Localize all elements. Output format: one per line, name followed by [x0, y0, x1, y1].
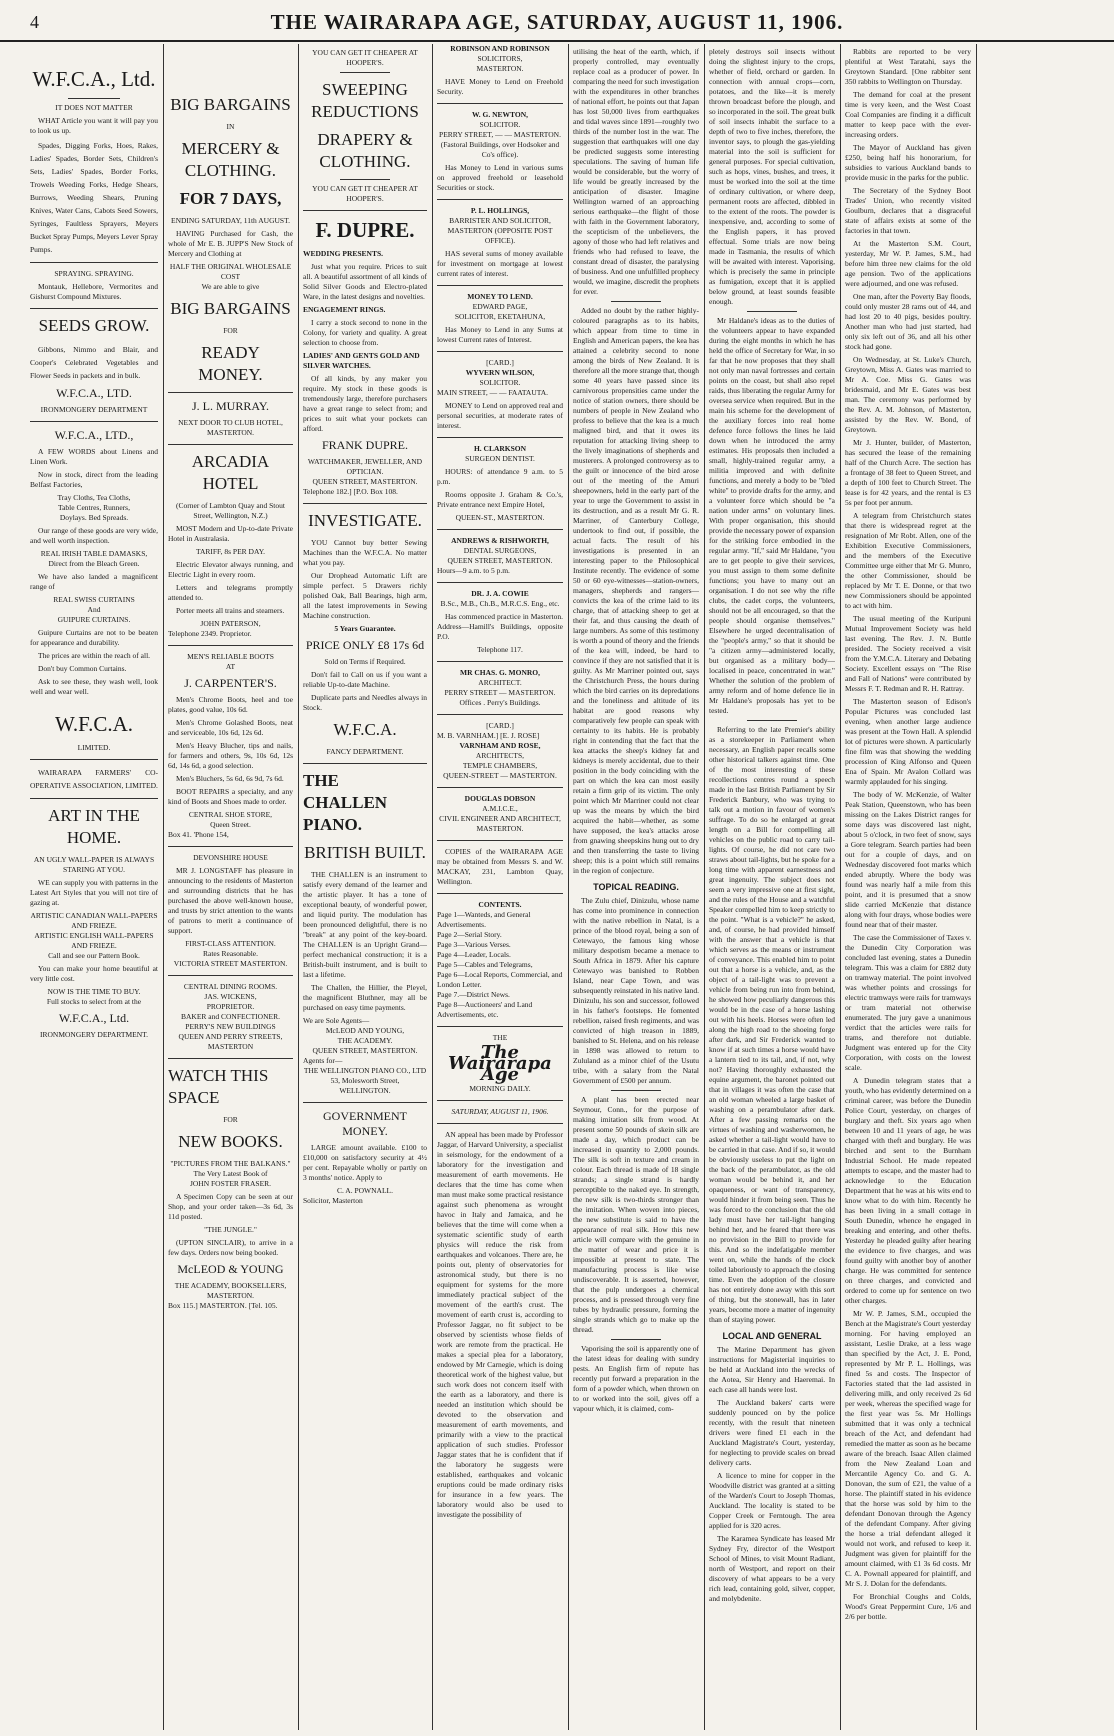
ad-line: JAS. WICKENS,: [204, 992, 257, 1001]
ad-line: JOHN FOSTER FRASER.: [189, 1179, 272, 1188]
ad-heading: DRAPERY & CLOTHING.: [317, 130, 413, 171]
ad-line: VICTORIA STREET MASTERTON.: [173, 959, 288, 968]
ad-heading: GOVERNMENT MONEY.: [323, 1109, 407, 1138]
ad-line: JOHN PATERSON,: [200, 619, 261, 628]
ad-line: WELLINGTON.: [339, 1086, 391, 1095]
ad-text: MONEY to Lend on approved real and personal securities, at moderate rates of interest.: [437, 401, 563, 430]
ad-line: MAIN STREET, — — FAATAUTA.: [437, 388, 549, 397]
ad-line: DEVONSHIRE HOUSE: [193, 853, 268, 862]
ad-line: ENGAGEMENT RINGS.: [303, 305, 386, 314]
ad-line: LADIES' AND GENTS GOLD AND SILVER WATCHES.: [303, 351, 420, 370]
ad-heading: DR. J. A. COWIE: [471, 589, 529, 598]
masthead: [0, 0, 1114, 42]
ad-line: B.Sc., M.B., Ch.B., M.R.C.S. Eng., etc.: [440, 599, 560, 608]
ad-line: GUIPURE CURTAINS.: [57, 615, 131, 624]
article-text: The case the Commissioner of Taxes v. the Dunedin City Corporation was concluded last evening, states a Dunedin telegram. This was a claim for £882 duty on tramway material. The point involved was whether points and crossings for electric tramways were rails for tramways or tram material not otherwise enumerated. The jury gave a unanimous verdict that the articles were rails for trams, and therefore not dutiable. Judgment was entered up for the City Corporation, with costs on the lowest scale.: [845, 933, 971, 1072]
ad-line: The Very Latest Book of: [193, 1169, 268, 1178]
article-text: The Marine Department has given instructions for Magisterial inquiries to be held at Auckland into the wrecks of the Aotea, Sir Henry and Haeremai. In each case all hands were lost.: [709, 1345, 835, 1394]
ad-line: EDWARD PAGE,: [472, 302, 528, 311]
ad-line: CENTRAL SHOE STORE,: [188, 810, 273, 819]
ad-heading: ARCADIA HOTEL: [191, 452, 270, 493]
ad-heading: FRANK DUPRE.: [321, 438, 408, 452]
ad-heading: McLEOD & YOUNG: [177, 1262, 284, 1276]
ad-text: Men's Bluchers, 5s 6d, 6s 9d, 7s 6d.: [176, 774, 284, 783]
ad-line: SOLICITORS,: [477, 54, 523, 63]
article-text: One man, after the Poverty Bay floods, could only muster 28 rams out of 44, and had lost 20 to 40 pigs, besides poultry. Another man who had just started, had only six left out of 36, and all his other stock had gone.: [845, 292, 971, 351]
ad-text: Our range of these goods are very wide, and well worth inspection.: [30, 526, 158, 545]
ad-text: BOOT REPAIRS a specialty, and any kind of Boots and Shoes made to order.: [168, 787, 293, 806]
article-text: The demand for coal at the present time is very keen, and the West Coast Coal Companies are finding it a difficult matter to keep pace with the ever-increasing orders.: [845, 90, 971, 139]
ad-line: PERRY STREET — MASTERTON.: [444, 688, 556, 697]
ad-heading: NEW BOOKS.: [178, 1132, 283, 1151]
ad-heading: W. G. NEWTON,: [471, 110, 529, 119]
contents-item: Page 1—Wanteds, and General Advertisements.: [437, 910, 531, 929]
contents-item: Page 7.—District News.: [437, 990, 510, 999]
ad-line: Rates Reasonable.: [203, 949, 258, 958]
ad-line: SURGEON DENTIST.: [465, 454, 535, 463]
ad-line: Sold on Terms if Required.: [324, 657, 406, 666]
ad-text: A FEW WORDS about Linens and Linen Work.: [30, 447, 158, 466]
ad-line: ARCHITECTS,: [475, 751, 525, 760]
ad-line: We are able to give: [201, 282, 260, 291]
ad-text: Spades, Digging Forks, Hoes, Rakes, Ladies' Spades, Border Sets, Children's Sets, Ladies' Spades, Border Forks, Trowels Weeding Forks, Hedge Shears, Burrows, Weeding Shears, Pruning Knives, Water Cans, Cabots Seed Sowers, Syringes, Faultless Sprayers, Meyers Bucket Spray Pumps, Meyers Lever Spray Pumps.: [30, 141, 158, 254]
ad-line: M. B. VARNHAM.] [E. J. ROSE]: [437, 731, 540, 740]
column-rule: [568, 44, 569, 1730]
contents-item: Page 5—Cables and Telegrams,: [437, 960, 533, 969]
ad-text: The Challen, the Hillier, the Pleyel, the magnificent Bluthner, may all be purchased on easy time payments.: [303, 983, 427, 1012]
column-1-ads: [30, 44, 158, 1730]
ad-heading: MR CHAS. G. MONRO,: [460, 668, 540, 677]
wfca-heading: W.F.C.A., Ltd.: [32, 67, 156, 91]
ad-line: THE WELLINGTON PIANO CO., LTD: [303, 1066, 427, 1075]
ad-text: HAS several sums of money available for investment on mortgage at lowest current rates of interest.: [437, 249, 563, 278]
ad-text: HAVING Purchased for Cash, the whole of Mr E. B. JUPP'S New Stock of Mercery and Clothing at: [168, 229, 293, 258]
ad-line: ARTISTIC ENGLISH WALL-PAPERS AND FRIEZE.: [34, 931, 154, 950]
ad-text: Has commenced practice in Masterton. Address—Hamill's Buildings, opposite P.O.: [437, 612, 563, 641]
ad-line: FANCY DEPARTMENT.: [326, 747, 404, 756]
ad-line: SOLICITOR.: [479, 378, 521, 387]
ad-line: TEMPLE CHAMBERS,: [462, 761, 538, 770]
editorial-masthead: The Wairarapa Age: [448, 1042, 552, 1085]
ad-line: MASTERTON.: [476, 824, 524, 833]
ad-line: Table Centres, Runners,: [58, 503, 130, 512]
ad-line: "THE JUNGLE.": [204, 1225, 257, 1234]
ad-line: NOW IS THE TIME TO BUY.: [47, 987, 141, 996]
ad-line: YOU CAN GET IT CHEAPER AT HOOPER'S.: [312, 48, 418, 67]
ad-heading: W.F.C.A., LTD.: [56, 386, 132, 400]
article-text: The Mayor of Auckland has given £250, being half his honorarium, for subsidies to various Auckland bands to provide music in the parks for the public.: [845, 143, 971, 182]
ad-text: Men's Chrome Golashed Boots, neat and serviceable, 10s 6d, 12s 6d.: [168, 718, 293, 737]
ad-line: PERRY'S NEW BUILDINGS: [185, 1022, 276, 1031]
ad-text: WE can supply you with patterns in the Latest Art Styles that you will not tire of gazing at.: [30, 878, 158, 907]
column-7: [845, 44, 971, 1730]
article-text: The body of W. McKenzie, of Walter Peak Station, Queenstown, who has been missing on the Lakes District ranges for some days was discovered last night, about 5 o'clock, in two feet of snow, says a Gore telegram. Search parties had been out for a couple of days, and on Wednesday discovered foot marks which ended abruptly. Where the body was found was nearly half a mile from this point, and it is presumed that a snow slide carried McKenzie that distance along with four drays, whose bodies were found near that of their master.: [845, 790, 971, 929]
ad-text: Guipure Curtains are not to be beaten for appearance and durability.: [30, 628, 158, 647]
ad-line: Direct from the Bleach Green.: [48, 559, 140, 568]
ad-heading: WYVERN WILSON,: [465, 368, 535, 377]
ad-line: MORNING DAILY.: [469, 1084, 531, 1093]
ad-line: Box 115.] MASTERTON. [Tel. 105.: [168, 1301, 278, 1310]
article-text: On Wednesday, at St. Luke's Church, Greytown, Miss A. Gates was married to Mr A. Coe. Miss G. Gates was bridesmaid, and Mr E. Gates was best man. The ceremony was performed by the Rev. A. M. Johnson, of Masterton, assisted by the Rev. W. Bond, of Greytown.: [845, 355, 971, 434]
ad-heading: ROBINSON AND ROBINSON: [450, 44, 550, 53]
contents-heading: CONTENTS.: [478, 900, 522, 909]
ad-text: MOST Modern and Up-to-date Private Hotel in Australasia.: [168, 524, 293, 543]
dateline: SATURDAY, AUGUST 11, 1906.: [451, 1107, 549, 1116]
ad-line: QUEEN-STREET — MASTERTON.: [443, 771, 557, 780]
ad-line: QUEEN STREET, MASTERTON.: [312, 477, 418, 486]
ad-text: We have also landed a magnificent range of: [30, 572, 158, 591]
ad-line: We are Sole Agents—: [303, 1016, 370, 1025]
ad-line: ENDING SATURDAY, 11th AUGUST.: [171, 216, 290, 225]
article-text: Mr Haldane's ideas as to the duties of the volunteers appear to have expanded during the eight months in which he has held the office of Secretary for War, in so far that he now proposes that they shall not only man naval fortresses and certain points on the coast, but shall also repel raids, thus liberating the regular Army for oversea service when required. But in the main his scheme for the development of the auxiliary forces into real home defence force follows the lines he laid down when he introduced the army estimates. His proposals then included a small, highly-trained regular army, a militia improved and with definite functions, and merely a body to be "bled white" to provide drafts for the army, and a volunteer force which should be "a nation under arms" on voluntary lines. With proper organisation, this should provide the necessary power of expansion for the striking force embodied in the regular army. "If," said Mr Haldane, "you are to get people to give their services, you must assign to them some definite functions; you have to many out an organisation. I do not see why the rifle clubs, the cadet corps, the volunteers, should not be all encouraged, so that the people should organise themselves." Elsewhere he urged decentralisation of the "people's army," so that it should be "a citizen army—administered locally, but organised as a military body—localised in peace, concentrated in war." Whether the solution of the problem of army reform and of home defence lie in Mr Haldane's proposals has yet to be tested.: [709, 316, 835, 715]
ad-line: Solicitor, Masterton: [303, 1196, 363, 1205]
column-rule: [840, 44, 841, 1730]
ad-line: Telephone 182.] [P.O. Box 108.: [303, 487, 398, 496]
ad-text: WHAT Article you want it will pay you to look us up.: [30, 116, 158, 135]
ad-line: Agents for—: [303, 1056, 343, 1065]
ad-text: HOURS: of attendance 9 a.m. to 5 p.m.: [437, 467, 563, 486]
ad-heading: INVESTIGATE.: [308, 511, 422, 530]
ad-line: CENTRAL DINING ROOMS.: [183, 982, 278, 991]
article-text: The Karamea Syndicate has leased Mr Sydney Fry, director of the Westport School of Mines, to visit Mount Radiant, north of Westport, and report on their discovery of what appears to be a very rich lead, containing gold, silver, copper, and molybdenite.: [709, 1534, 835, 1603]
ad-line: ARCHITECT.: [478, 678, 522, 687]
ad-line: THE ACADEMY, BOOKSELLERS, MASTERTON.: [174, 1281, 287, 1300]
ad-line: Full stocks to select from at the: [46, 997, 142, 1006]
ad-line: SPRAYING. SPRAYING.: [54, 269, 134, 278]
ad-price: PRICE ONLY £8 17s 6d: [305, 638, 425, 652]
article-text: At the Masterton S.M. Court, yesterday, Mr W. P. James, S.M., had before him three new claims for the old age pension. Two of the applications were adjourned, and one was refused.: [845, 239, 971, 288]
ad-text: I carry a stock second to none in the Colony, for variety and quality. A great selection to choose from.: [303, 318, 427, 347]
article-text: The Masterton season of Edison's Popular Pictures was concluded last evening, when another large audience was present at the Town Hall. A splendid lot of pictures were shown. A particularly fine film was that showing the wedding procession of King Alfonso and Queen Ena of Spain. Mr Avalon Collard was warmly applauded for his singing.: [845, 697, 971, 786]
article-text: Rabbits are reported to be very plentiful at West Taratahi, says the Greytown Standard. [One rabbiter sent 350 rabbits to Wellington on Thursday.: [845, 47, 971, 86]
ad-heading: J. CARPENTER'S.: [184, 676, 277, 690]
contents-item: Page 2—Serial Story.: [437, 930, 502, 939]
ad-text: Our Drophead Automatic Lift are simple perfect. 5 Drawers richly polished Oak, Ball Bearings, high arm, all the latest improvements in Sewing Machine construction.: [303, 571, 427, 620]
ad-line: [CARD.]: [486, 721, 514, 730]
ad-line: "PICTURES FROM THE BALKANS.": [170, 1159, 291, 1168]
article-text: The Zulu chief, Dinizulu, whose name has come into prominence in connection with the native rebellion in Natal, is a prince of the blood royal, being a son of Cetewayo, the famous king whose military despotism became a menace to South Africa in 1879. After his capture Cetewayo was banished to Robben Island, near Cape Town, and was subsequently reinstated in his native land. Dinizulu, his son and successor, followed in his father's footsteps. He fomented rebellion, raised fresh regiments, and was convicted of high treason in 1889, banished to St. Helena, and on his release in 1898 was allowed to return to Zululand as a minor chief of the Usutu tribe, with a salary from the Natal Government of £500 per annum.: [573, 896, 699, 1085]
ad-line: Tray Cloths, Tea Cloths,: [57, 493, 131, 502]
ad-heading: BRITISH BUILT.: [304, 843, 426, 862]
ad-heading: H. CLARKSON: [473, 444, 527, 453]
ad-line: SOLICITOR.: [479, 120, 521, 129]
ad-text: Of all kinds, by any maker you require. My stock in these goods is tremendously large, therefore purchasers have a great range to select from; and prices to suit what your pockets can afford.: [303, 374, 427, 433]
ad-text: Duplicate parts and Needles always in Stock.: [303, 693, 427, 712]
ad-line: QUEEN STREET, MASTERTON.: [312, 1046, 418, 1055]
ad-text: MR J. LONGSTAFF has pleasure in announcing to the residents of Masterton and surrounding districts that he has purchased the above well-known house, and trusts by strict attention to the wants of patrons to merit a continuance of support.: [168, 866, 293, 935]
masthead-the: THE: [492, 1033, 508, 1042]
ad-line: MASTERTON (OPPOSITE POST OFFICE).: [447, 226, 553, 245]
ad-text: HAVE Money to Lend on Freehold Security.: [437, 77, 563, 96]
section-heading: TOPICAL READING.: [593, 882, 679, 892]
ad-text: YOU Cannot buy better Sewing Machines than the W.F.C.A. No matter what you pay.: [303, 538, 427, 567]
column-rule: [163, 44, 164, 1730]
ad-line: A.M.I.C.E.,: [482, 804, 518, 813]
ad-heading: THE CHALLEN PIANO.: [303, 771, 388, 834]
ad-line: IRONMONGERY DEPARTMENT.: [39, 1030, 149, 1039]
ad-text: Rooms opposite J. Graham & Co.'s, Private entrance next Empire Hotel,: [437, 490, 563, 509]
article-text: The Auckland bakers' carts were suddenly pounced on by the police recently, with the result that nineteen drivers were fined £1 each in the Auckland Magistrate's Court, yesterday, for neglecting to provide scales on bread delivery carts.: [709, 1398, 835, 1467]
article-text: The Secretary of the Sydney Boot Trades' Union, who recently visited Goulburn, declares that a disgraceful state of affairs exists at some of the factories in that town.: [845, 186, 971, 235]
column-2-ads: [168, 44, 293, 1730]
ad-text: WAIRARAPA FARMERS' CO-OPERATIVE ASSOCIATION, LIMITED.: [30, 768, 158, 790]
ad-heading: MONEY TO LEND.: [467, 292, 533, 301]
column-3-ads: [303, 44, 427, 1730]
ad-line: Call and see our Pattern Book.: [48, 951, 140, 960]
ad-line: QUEEN AND PERRY STREETS,: [178, 1032, 283, 1041]
ad-line: TARIFF, 8s PER DAY.: [195, 547, 266, 556]
ad-line: FIRST-CLASS ATTENTION.: [185, 939, 276, 948]
ad-line: QUEEN-ST., MASTERTON.: [455, 513, 545, 522]
ad-line: ARTISTIC CANADIAN WALL-PAPERS AND FRIEZE.: [30, 911, 158, 930]
ad-line: LIMITED.: [77, 743, 111, 752]
ad-line: THE ACADEMY.: [337, 1036, 393, 1045]
ad-text: Don't buy Common Curtains.: [38, 664, 127, 673]
article-text: Vaporising the soil is apparently one of the latest ideas for dealing with sundry pests. An English firm of repute has recently put forward a preparation in the form of a powder which, when thrown on to or worked into the soil, gives off a vapour which, it is claimed, com-: [573, 1344, 699, 1413]
column-5: [573, 44, 699, 1730]
ad-line: Offices . Perry's Buildings.: [459, 698, 541, 707]
ad-line: [CARD.]: [486, 358, 514, 367]
ad-line: 5 Years Guarantee.: [334, 624, 396, 633]
article-text: A Dunedin telegram states that a youth, who has evidently determined on a criminal career, was before the Dunedin Police Court, yesterday, on charges of burglary and theft. Six years ago when between 10 and 11 years of age, he was charged with theft and burglary. He was birched and sent to the Burnham Industrial School. He made repeated attempts to escape, and the master had to acknowledge to the Education Department that he was at his wits end to know what to do with him. Recently he has been living in a small cottage in South Dunedin, whence he engaged in breaking and entering, and other thefts. Yesterday he pleaded guilty after hearing the evidence to five charges, and was found guilty with another boy of another charge. He was committed for sentence on three charges, and convicted and ordered to come up for sentence on two other charges.: [845, 1076, 971, 1305]
ad-heading: P. L. HOLLINGS,: [470, 206, 530, 215]
ad-heading: READY MONEY.: [198, 343, 263, 384]
ad-heading: W.F.C.A.: [54, 712, 134, 736]
column-rule: [976, 44, 977, 1730]
ad-heading: BIG BARGAINS: [170, 299, 291, 318]
ad-line: SOLICITOR, EKETAHUNA,: [454, 312, 546, 321]
article-text: A plant has been erected near Seymour, Conn., for the purpose of making imitation silk from wood. At present some 50 pounds of skein silk are made a day, which product can be increased in quantity to 2,000 pounds. The silk is soft in texture and cream in colour. Each thread is made of 18 single strands; a single strand is hardly perceptible to the naked eye. In strength, the new silk is two-thirds stronger than the imitation. When woven into pieces, the new substitute is said to have the appearance of real silk. How this new article will compare with the genuine in the matter of wear and price it is impossible at present to state. The manufacturing process is like wise undiscoverable. It is asserted, however, that the pulp undergoes a chemical process, and is pressed through very fine tubes by hydraulic pressure, forming the single strands which go to make up the thread.: [573, 1095, 699, 1334]
ad-line: Queen Street.: [210, 820, 251, 829]
ad-text: The prices are within the reach of all.: [38, 651, 151, 660]
ad-heading: SWEEPING REDUCTIONS: [311, 80, 419, 121]
contents-item: Page 4—Leader, Locals.: [437, 950, 511, 959]
masthead-title: THE WAIRARAPA AGE, SATURDAY, AUGUST 11, 1906.: [270, 10, 844, 34]
ad-heading: J. L. MURRAY.: [191, 399, 270, 413]
article-text: pletely destroys soil insects without doing the slightest injury to the crops, whether of field, orchard or garden. In connection with annual crops—corn, potatoes, and the like—it is merely thrown broadcast before the plough, and so incorporated in the soil. The great bulk of soil insects inhabit the surface to a depth of two to five inches, therefore, the inventor says, to plough the gas-yielding material into the soil is sufficient for general purposes. For special cultivation, such as hops, vines, bushes, and trees, it must be worked into the soil at the time of ordinary cultivation, or where deep, permanent roots are affected, dibbled in to the extent of the roots. The powder is inexpensive, and, according to some of the English papers, it has proved effectual. Some trials are now being made in Tasmania, the results of which will be awaited with interest. Vaporising, which is precisely the same in principle as fumigation, except that it is applied below ground, at least sounds feasible enough.: [709, 47, 835, 306]
ad-heading: MERCERY & CLOTHING.: [181, 139, 280, 180]
ad-text: COPIES of the WAIRARAPA AGE may be obtained from Messrs S. and W. MACKAY, 231, Lambton Quay, Wellington.: [437, 847, 563, 886]
article-text: A telegram from Christchurch states that there is widespread regret at the resignation of Mr Robt. Allen, one of the Exhibition Executive Commissioners, and the members of the Executive Committee urge either that Mr G. Munro, the other Commissioner, should be replaced by Mr T. E. Donne, or that two new Commissioners should be appointed to act with him.: [845, 511, 971, 610]
ad-line: MASTERTON.: [476, 64, 524, 73]
ad-line: FOR: [223, 1115, 238, 1124]
section-heading: LOCAL AND GENERAL: [722, 1331, 822, 1341]
ad-heading: BIG BARGAINS: [170, 95, 291, 114]
ad-text: Gibbons, Nimmo and Blair, and Cooper's Celebrated Vegetables and Flower Seeds in packets and in bulk.: [30, 345, 158, 380]
ad-text: LARGE amount available. £100 to £10,000 on satisfactory security at 4½ per cent. Repayable wholly or partly on 3 months' notice. Apply to: [303, 1143, 427, 1182]
ad-line: MASTERTON: [207, 1042, 254, 1051]
ad-text: Montauk, Hellebore, Vermorites and Gishurst Compound Mixtures.: [30, 282, 158, 301]
ad-heading: SEEDS GROW.: [38, 316, 150, 335]
ad-line: Telephone 2349. Proprietor.: [168, 629, 252, 638]
ad-line: PERRY STREET, — — MASTERTON.: [439, 130, 561, 139]
ad-heading: ART IN THE HOME.: [48, 806, 140, 847]
ad-line: IN: [226, 122, 235, 131]
ad-line: C. A. POWNALL.: [336, 1186, 394, 1195]
ad-heading: DOUGLAS DOBSON: [464, 794, 536, 803]
ad-text: Porter meets all trains and steamers.: [176, 606, 285, 615]
ad-line: Hours—9 a.m. to 5 p.m.: [437, 566, 510, 575]
contents-item: Page 6—Local Reports, Commercial, and London Letter.: [437, 970, 563, 989]
column-rule: [298, 44, 299, 1730]
ad-heading: W.F.C.A.: [333, 720, 397, 739]
ad-text: Letters and telegrams promptly attended to.: [168, 583, 293, 602]
article-text: For Bronchial Coughs and Colds, Wood's Great Peppermint Cure, 1/6 and 2/6 per bottle.: [845, 1592, 971, 1621]
ad-line: REAL SWISS CURTAINS: [53, 595, 135, 604]
ad-text: Has Money to Lend in various sums on approved freehold or leasehold Securities or stock.: [437, 163, 563, 192]
article-text: Mr W. P. James, S.M., occupied the Bench at the Magistrate's Court yesterday morning. For having employed an assistant, Leslie Drake, at a less wage than specified by the Act, J. E. Pond, represented by Mr P. L. Hollings, was fined 5s and costs. The Inspector of Factories stated that the lad assisted in delivering milk, and only received 2s 6d per week, whereas the specified wage for the first year was 5s. Mr Hollings submitted that it was only a technical breach of the Act, and defendant had remedied the matter as soon as he became aware of the breach. Isaac Allen claimed from the New Zealand Loan and Mercantile Agency Co. and G. A. Donovan, the sum of £21, the value of a horse. The plaintiff stated in his evidence that the horse was sold by him to the defendant Donovan through the Agency of the defendant Company. After giving the horse a trial defendant alleged it would not work, and refused to keep it. Judgment was given for plaintiff for the amount claimed, with £1 3s 6d costs. Mr C. A. Pownall appeared for plaintiff, and Mr S. J. Dolan for the defendants.: [845, 1309, 971, 1588]
column-6: [709, 44, 835, 1730]
ad-text: Now in stock, direct from the leading Belfast Factories,: [30, 470, 158, 489]
ad-heading: W.F.C.A., LTD.,: [54, 428, 134, 442]
ad-line: BAKER and CONFECTIONER.: [181, 1012, 280, 1021]
ad-heading: VARNHAM AND ROSE,: [459, 741, 541, 750]
ad-line: Telephone 117.: [477, 645, 523, 654]
ad-line: REAL IRISH TABLE DAMASKS,: [40, 549, 148, 558]
ad-text: You can make your home beautiful at very little cost.: [30, 964, 158, 983]
ad-text: Electric Elevator always running, and Electric Light in every room.: [168, 560, 293, 579]
ad-line: AN UGLY WALL-PAPER IS ALWAYS STARING AT YOU.: [33, 855, 155, 874]
column-rule: [432, 44, 433, 1730]
ad-line: WATCHMAKER, JEWELLER, AND OPTICIAN.: [307, 457, 423, 476]
ad-text: (UPTON SINCLAIR), to arrive in a few days. Orders now being booked.: [168, 1238, 293, 1257]
contents-item: Page 3—Various Verses.: [437, 940, 511, 949]
ad-line: IRONMONGERY DEPARTMENT: [40, 405, 148, 414]
ad-line: Doylays. Bed Spreads.: [59, 513, 129, 522]
article-text: The usual meeting of the Kuripuni Mutual Improvement Society was held last evening. The Rev. J. N. Buttle presided. The Society received a visit from the Y.M.C.A. Literary and Debating Society. Excellent essays on "The Rise and Fall of Nations" were contributed by Messrs F. T. Redman and R. H. Rattray.: [845, 614, 971, 693]
ad-text: Ask to see these, they wash well, look well and wear well.: [30, 677, 158, 696]
ad-text: Just what you require. Prices to suit all. A beautiful assortment of all kinds of Solid Silver Goods and Electro-plated Ware, in the latest designs and novelties.: [303, 262, 427, 301]
ad-line: QUEEN STREET, MASTERTON.: [447, 556, 553, 565]
ad-heading: WATCH THIS SPACE: [168, 1066, 269, 1107]
page-number: 4: [30, 12, 39, 32]
column-rule: [704, 44, 705, 1730]
ad-line: DENTAL SURGEONS,: [463, 546, 537, 555]
contents-item: Page 8—Auctioneers' and Land Advertisements, etc.: [437, 1000, 533, 1019]
editorial-text: AN appeal has been made by Professor Jaggar, of Harvard University, a specialist in seismology, for the endowment of a laboratory for the investigation and measurement of earth movements. He declares that the time has come when man must make some practical resistance against such phenomena as wrought havoc in Italy and Jamaica, and he believes that the time will come when a systematic scientific study of earth physics will reduce the risk from earthquakes and volcanoes. There are, he points out, plenty of observatories for astronomical study, but there is no equipment for systems for the more immediately practical subject of the movement of the earth's crust. The movement of earth crust is, according to Professor Jaggar, no fit subject to be observed by scientists whose fields of work are remote from the practical. He makes a special plea for a laboratory, endowed by Mr Carnegie, which is doing theoretical work of the highest value, but such work does not concern itself with the earth as a laboratory, and there is needed an institution which should be devoted to the observation and measurement of earth movements, and primarily with a view to the practical application of such studies. Professor Jaggar states that he is confident that if the laboratory he suggests were established, earthquakes and volcanic eruptions could be made ordinary risks for insurance in a few years. The laboratory would also be used to investigate the possibility of: [437, 1130, 563, 1519]
ad-line: NEXT DOOR TO CLUB HOTEL, MASTERTON.: [178, 418, 283, 437]
ad-text: A Specimen Copy can be seen at our Shop, and your order taken—3s 6d, 3s 11d posted.: [168, 1192, 293, 1221]
ad-line: (Fastoral Buildings, over Hodsoker and Co's office).: [440, 140, 560, 159]
ad-line: HALF THE ORIGINAL WHOLESALE COST: [169, 262, 292, 281]
ad-heading: F. DUPRE.: [315, 218, 415, 242]
ad-heading: FOR 7 DAYS,: [179, 189, 282, 208]
ad-line: WEDDING PRESENTS.: [303, 249, 384, 258]
column-4: [437, 44, 563, 1730]
ad-line: BARRISTER AND SOLICITOR,: [449, 216, 551, 225]
ad-line: YOU CAN GET IT CHEAPER AT HOOPER'S.: [312, 184, 418, 203]
ad-text: Men's Chrome Boots, heel and toe plates, good value, 10s 6d.: [168, 695, 293, 714]
ad-line: PROPRIETOR.: [206, 1002, 255, 1011]
ad-line: IT DOES NOT MATTER: [55, 103, 133, 112]
ad-line: 53, Molesworth Street,: [330, 1076, 400, 1085]
article-text: Added no doubt by the rather highly-coloured paragraphs as to its habits, which appear from time to time in English and American papers, the kea has attained a celebrity second to none among the birds of New Zealand. It is therefore all the more strange that, though some 40 years have passed since its carnivorous propensities came under the notice of station owners, there should be numbers of people in New Zealand who profess to believe that the kea is a much maligned bird, and that it owes its reputation for attacking living sheep to the lively imaginations of shepherds and musterers. A prolonged controversy as to the guilt or innocence of the bird arose out of the meeting of the Amuri sheepowners, held in the early part of the year to urge the Government to assist in its destruction, and as a result Mr G. R. Marriner, of Canterbury College, undertook to find out, if possible, the actual facts. The result of his investigations is presented in an interesting paper to the Philosophical Institute recently. The evidence of some 50 or 60 eye-witnesses—station-owners, managers, shepherds and rangers—convicts the kea of the crime laid to its charge, that of attacking sheep to get at their fat, and thus causing the death of large numbers. As some of this testimony is worth a pound of theory and the friends of the kea will, indeed, be hard to convince if they are not satisfied that it is guilty. As Mr Marriner pointed out, says the Christchurch Press, the hours during which the bird carries on its depredations and the loneliness and altitude of its habitat are good reasons why comparatively few people can speak with certainty to its habits. He is probably right in contending that the fact that the kea attacks the sheep's kidney fat and kidneys is merely accidental, due to their position in the body coinciding with the part on which the kea can most easily retain a firm grip of its victim. The only point which Mr Marriner could not clear up was the means by which the bird acquired the habit—whether, as some have supposed, the kea's attacks arose from gnawing sheepskins hung out to dry and then transferring the taste to living sheep; this is a point which still remains in the region of conjecture.: [573, 306, 699, 875]
article-text: Mr J. Hunter, builder, of Masterton, has secured the lease of the remaining half of the Church Acre. The section has a frontage of 38 feet to Queen Street, and a depth of 100 feet to Church Street. The lease is for 42 years, and the rental is £3 5s per foot per annum.: [845, 438, 971, 507]
ad-line: MEN'S RELIABLE BOOTS: [187, 652, 274, 661]
ad-line: Box 41. 'Phone 154,: [168, 830, 229, 839]
ad-line: CIVIL ENGINEER AND ARCHITECT,: [439, 814, 561, 823]
ad-text: Don't fail to Call on us if you want a reliable Up-to-date Machine.: [303, 670, 427, 689]
ad-line: (Corner of Lambton Quay and Stout Street, Wellington, N.Z.): [176, 501, 285, 520]
article-text: Referring to the late Premier's ability as a storekeeper in Parliament when necessary, an English paper recalls some other historical talkers against time. One of the most interesting of these recollections centres round a speech made in the last British Parliament by Sir Frederick Banbury, who was trying to talk out a motion in favour of women's suffrage. To do so he enlarged at great length on a Bill for compelling all vehicles on the public road to carry tail-lights. Of course, he did not care two straws about tail-lights, but he spoke for a long time with apparent earnestness and great ingenuity. The subject does not seem a very impressive one at first sight, and the rules of the House and a watchful Speaker compelled him to keep strictly to the point. "What is a vehicle?" he asked, and, of course, he had provided himself with the answer that a vehicle is that which serves as the means or instrument of conveyance. This enabled him to point out that a horse is a vehicle, and, as the object of a tail-light was to prevent a vehicle from being run into from behind, he showed how peculiarly dangerous this would be in the case of a horse lashing out with his heels. Horses were often led along the high road to the shoeing forge after dark, and Sir Frederick wanted to know if at such times a horse would have a lantern tied to its tail, and, if not, why not? Having thoroughly exhausted the equine argument, the baronet pointed out that in villages it was often the case that an old woman wheeled a large basket of washing on a perambulator after dark. After a few passing remarks on the virtues of washing and washerwomen, he asked whether a tail-light would have to be carried in that case. And if so, it would be obviously useless to put the light on the back of the perambulator, as the old woman would be behind it, and her opaqueness, or want of transparency, would hinder it from being seen. Thus he was forced to the conclusion that the old lady must have her tail-light hanging behind her, and he feared that there was no provision in the Bill to provide for this. And so the indefatigable member went on, while the hands of the clock toiled laboriously to approach the closing time. Even the adoption of the closure has not entirely done away with this sort of thing, but the stonewall, has in later years, become more a matter of ingenuity than of staying power.: [709, 725, 835, 1324]
ad-text: THE CHALLEN is an instrument to satisfy every demand of the learner and the artistic player. It has a tone of exceptional beauty, of wonderful power, and liquid purity. The modulation has been pronounced delightful, there is no "break" at any point of the key-board. The CHALLEN is an Upright Grand—perfect mechanical construction; it is a British-built instrument, and is built to last a lifetime.: [303, 870, 427, 979]
article-text: A licence to mine for copper in the Woodville district was granted at a sitting of the Warden's Court to Joseph Thomas, Auckland. The locality is stated to be Copper Creek or Ferntough. The area applied for is 320 acres.: [709, 1471, 835, 1530]
ad-line: FOR: [223, 326, 238, 335]
ad-text: Has Money to Lend in any Sums at lowest Current rates of Interest.: [437, 325, 563, 344]
ad-line: AT: [225, 662, 236, 671]
article-text: utilising the heat of the earth, which, if properly controlled, may eventually replace coal as a producer of power. In comparing the need for such investigation with the expenditures in other branches of national effort, he points out that Japan has lost 50,000 lives from earthquakes and tidal waves since 1891—roughly two thirds of the number lost in the war. The suggestion that earthquakes will one day be predicted suggests some interesting speculations. The saving of human life would be considerable, but the worry of life would be greatly increased by the anticipation of disaster. Imagine Wellington warned of an approaching serious earthquake—the flight of those with faith in the Government laboratory, the scepticism of the unbelievers, the agony of those who had left relatives and friends who had refused to leave, the constant dread of disaster, the paralysing of business. And one unfulfilled prophecy would, we imagine, discredit the prophets for ever.: [573, 47, 699, 296]
ad-line: McLEOD AND YOUNG,: [325, 1026, 405, 1035]
ad-heading: W.F.C.A., Ltd.: [58, 1011, 130, 1025]
ad-line: And: [87, 605, 101, 614]
ad-text: Men's Heavy Blucher, tips and nails, for farmers and others, 9s, 10s 6d, 12s 6d, 14s 6d, a good selection.: [168, 741, 293, 770]
ad-heading: ANDREWS & RISHWORTH,: [451, 536, 549, 545]
